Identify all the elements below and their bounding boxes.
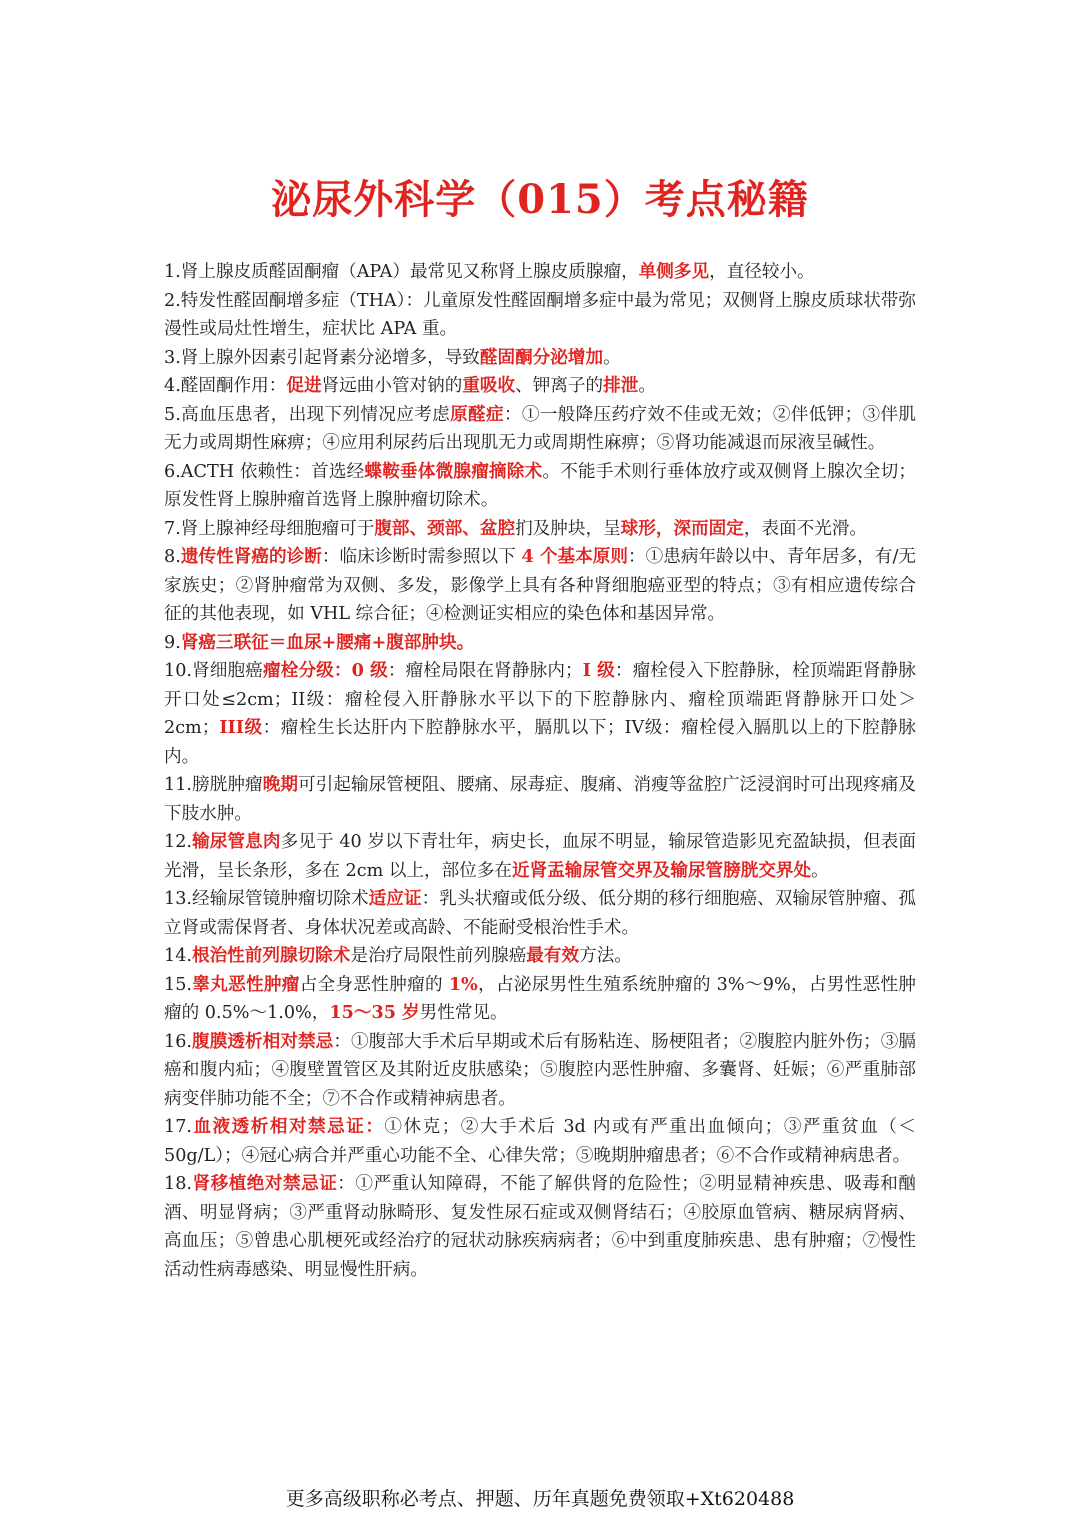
highlighted-text: 睾丸恶性肿瘤 bbox=[191, 973, 300, 995]
list-item bbox=[164, 828, 916, 885]
highlighted-text: 肾移植绝对禁忌证 bbox=[191, 1173, 338, 1194]
body-text: 占全身恶性肿瘤的 bbox=[299, 974, 449, 995]
list-item bbox=[164, 1113, 916, 1170]
highlighted-text: 晚期 bbox=[262, 774, 299, 795]
list-item bbox=[164, 942, 916, 971]
highlighted-text: 输尿管息肉 bbox=[191, 831, 281, 852]
body-text: 10.肾细胞癌 bbox=[164, 661, 263, 681]
highlighted-text: I 级 bbox=[582, 660, 615, 681]
body-text: 可引起输尿管梗阻、腰痛、尿毒症、腹痛、消瘦等盆腔广泛浸润时可出现疼痛及下肢水肿。 bbox=[164, 775, 916, 824]
highlighted-text: 重吸收 bbox=[462, 375, 516, 396]
body-text: ：乳头状瘤或低分级、低分期的移行细胞癌、双输尿管肿瘤、孤立肾或需保肾者、身体状况差或高龄、不能耐受根治性手术。 bbox=[164, 889, 916, 938]
list-item bbox=[164, 771, 916, 828]
highlighted-text: 遗传性肾癌的诊断 bbox=[180, 546, 322, 567]
body-text: ：①一般降压药疗效不佳或无效；②伴低钾；③伴肌无力或周期性麻痹；④应用利尿药后出现肌无力或周期性麻痹；⑤肾功能减退而尿液呈碱性。 bbox=[164, 404, 916, 453]
knowledge-point-list bbox=[164, 258, 916, 1284]
highlighted-text: 单侧多见 bbox=[638, 261, 710, 282]
highlighted-text: 促进 bbox=[286, 375, 322, 396]
body-text: 18. bbox=[164, 1174, 192, 1194]
list-item bbox=[164, 543, 916, 629]
body-text: ①休克；②大手术后 3d 内或有严重出血倾向；③严重贫血（＜50g/L）；④冠心病合并严重心功能不全、心律失常；⑤晚期肿瘤患者；⑥不合作或精神病患者。 bbox=[164, 1117, 916, 1166]
highlighted-text: 4 个基本原则 bbox=[521, 546, 628, 567]
highlighted-text: III级 bbox=[219, 717, 263, 738]
body-text: 12. bbox=[164, 832, 192, 852]
list-item bbox=[164, 515, 916, 544]
highlighted-text: 近肾盂输尿管交界及输尿管膀胱交界处 bbox=[512, 859, 812, 881]
body-text: ：①患病年龄以中、青年居多，有/无家族史；②肾肿瘤常为双侧、多发，影像学上具有各种肾细胞癌亚型的特点；③有相应遗传综合征的其他表现，如 VHL 综合征；④检测证实相应的染色体和基因异常。 bbox=[164, 547, 916, 624]
list-item bbox=[164, 401, 916, 458]
footer-promo-text: 更多高级职称必考点、押题、历年真题免费领取+Xt620488 bbox=[285, 1488, 795, 1510]
highlighted-text: 腹部、颈部、盆腔 bbox=[374, 517, 516, 539]
body-text: 扪及肿块，呈 bbox=[515, 518, 621, 539]
list-item bbox=[164, 971, 916, 1028]
body-text: 3.肾上腺外因素引起肾素分泌增多，导致 bbox=[164, 347, 480, 368]
body-text: 、钾离子的 bbox=[515, 376, 604, 396]
body-text: ：瘤栓生长达肝内下腔静脉水平，膈肌以下；IV级：瘤栓侵入膈肌以上的下腔静脉内。 bbox=[164, 718, 916, 767]
body-text: 14. bbox=[164, 946, 192, 966]
body-text: 多见于 40 岁以下青壮年，病史长，血尿不明显，输尿管造影见充盈缺损，但表面光滑，呈长条形，多在 2cm 以上，部位多在 bbox=[164, 832, 916, 881]
highlighted-text: 醛固酮分泌增加 bbox=[479, 346, 604, 368]
list-item bbox=[164, 657, 916, 771]
highlighted-text: 适应证 bbox=[368, 888, 422, 909]
highlighted-text: 腹膜透析相对禁忌 bbox=[191, 1030, 334, 1052]
body-text: 9. bbox=[164, 632, 181, 653]
body-text: 11.膀胱肿瘤 bbox=[164, 775, 263, 795]
body-text: 5.高血压患者，出现下列情况应考虑 bbox=[164, 404, 451, 425]
body-text: 。不能手术则行垂体放疗或双侧肾上腺次全切；原发性肾上腺肿瘤首选肾上腺肿瘤切除术。 bbox=[164, 461, 916, 510]
body-text: 方法。 bbox=[579, 946, 632, 966]
highlighted-text: 原醛症 bbox=[450, 403, 504, 425]
list-item bbox=[164, 344, 916, 373]
body-text: 男性常见。 bbox=[419, 1003, 508, 1023]
highlighted-text: 15～35 岁 bbox=[329, 1002, 420, 1023]
list-item bbox=[164, 458, 916, 515]
body-text: ：瘤栓局限在肾静脉内； bbox=[387, 661, 583, 681]
highlighted-text: 根治性前列腺切除术 bbox=[191, 945, 351, 966]
highlighted-text: 肾癌三联征＝血尿+腰痛+腹部肿块。 bbox=[180, 631, 475, 653]
list-item bbox=[164, 885, 916, 942]
body-text: 4.醛固酮作用： bbox=[164, 376, 287, 396]
highlighted-text: 1% bbox=[448, 973, 478, 995]
list-item bbox=[164, 1028, 916, 1114]
body-text: ，直径较小。 bbox=[709, 262, 815, 282]
body-text: 2.特发性醛固酮增多症（THA）：儿童原发性醛固酮增多症中最为常见；双侧肾上腺皮质球状带弥漫性或局灶性增生，症状比 APA 重。 bbox=[164, 290, 916, 339]
highlighted-text: 瘤栓分级：0 级 bbox=[263, 660, 388, 681]
list-item bbox=[164, 258, 916, 287]
body-text: ：临床诊断时需参照以下 bbox=[321, 547, 522, 567]
body-text: 是治疗局限性前列腺癌 bbox=[350, 946, 527, 966]
highlighted-text: 排泄 bbox=[603, 375, 639, 396]
body-text: 。 bbox=[638, 376, 656, 396]
list-item bbox=[164, 629, 916, 658]
body-text: ：瘤栓侵入下腔静脉，栓顶端距肾静脉开口处≤2cm；II级：瘤栓侵入肝静脉水平以下的下腔静脉内、瘤栓顶端距肾静脉开口处＞2cm； bbox=[164, 661, 916, 738]
body-text: ：①腹部大手术后早期或术后有肠粘连、肠梗阻者；②腹腔内脏外伤；③膈癌和腹内疝；④腹壁置管区及其附近皮肤感染；⑤腹腔内恶性肿瘤、多囊肾、妊娠；⑥严重肺部病变伴肺功能不全；⑦不合作或精神病患者。 bbox=[164, 1031, 916, 1109]
highlighted-text: 蝶鞍垂体微腺瘤摘除术 bbox=[364, 460, 543, 482]
body-text: ：①严重认知障碍，不能了解供肾的危险性；②明显精神疾患、吸毒和酗酒、明显肾病；③严重肾动脉畸形、复发性尿石症或双侧肾结石；④胶原血管病、糖尿病肾病、高血压；⑤曾患心肌梗死或经治疗的冠状动脉疾病病者；⑥中到重度肺疾患、患有肿瘤；⑦慢性活动性病毒感染、明显慢性肝病。 bbox=[164, 1174, 916, 1280]
body-text: 8. bbox=[164, 547, 181, 567]
body-text: ，占泌尿男性生殖系统肿瘤的 3%～9%，占男性恶性肿瘤的 0.5%～1.0%， bbox=[164, 974, 917, 1023]
body-text: ，表面不光滑。 bbox=[743, 518, 868, 539]
body-text: 。 bbox=[811, 860, 829, 881]
page-title: 泌尿外科学（015）考点秘籍 bbox=[271, 176, 809, 223]
list-item bbox=[164, 372, 916, 401]
body-text: 15. bbox=[164, 974, 192, 995]
highlighted-text: 球形，深而固定 bbox=[620, 517, 744, 539]
body-text: 13.经输尿管镜肿瘤切除术 bbox=[164, 889, 369, 909]
body-text: 。 bbox=[603, 347, 621, 368]
highlighted-text: 血液透析相对禁忌证： bbox=[191, 1116, 385, 1137]
list-item bbox=[164, 1170, 916, 1284]
body-text: 6.ACTH 依赖性：首选经 bbox=[164, 461, 365, 482]
list-item bbox=[164, 287, 916, 344]
body-text: 17. bbox=[164, 1117, 192, 1137]
body-text: 肾远曲小管对钠的 bbox=[321, 376, 463, 396]
body-text: 1.肾上腺皮质醛固酮瘤（APA）最常见又称肾上腺皮质腺瘤， bbox=[164, 262, 639, 282]
highlighted-text: 最有效 bbox=[526, 945, 580, 966]
body-text: 16. bbox=[164, 1031, 192, 1052]
body-text: 7.肾上腺神经母细胞瘤可于 bbox=[164, 518, 375, 539]
